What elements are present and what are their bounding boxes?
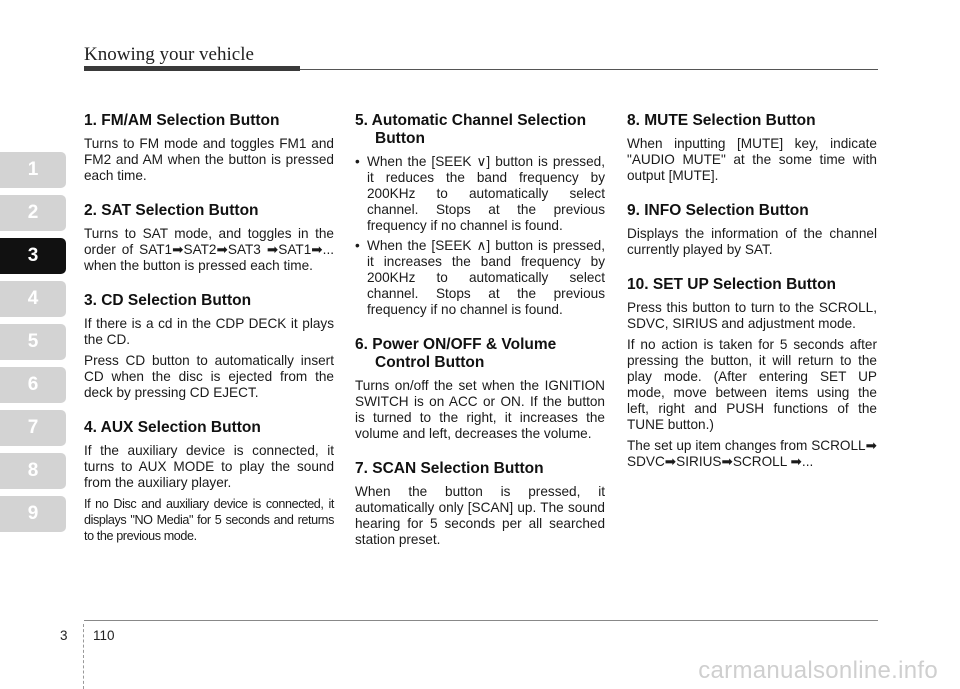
header-rule-thin	[300, 69, 878, 70]
column-left	[84, 112, 334, 562]
bullet-list	[355, 154, 605, 318]
section-mute	[627, 112, 877, 184]
section-text: When the button is pressed, it automatically only [SCAN] up. The sound hearing for 5 seconds per all searched station preset.	[355, 484, 605, 547]
list-item: • When the [SEEK ∧] button is pressed, it increases the band frequency by 200KHz to automatically select channel. Stops at the previous frequency if no channel is found.	[355, 238, 605, 318]
section-power-volume	[355, 336, 605, 442]
section-text: If no action is taken for 5 seconds after pressing the button, it will return to the play mode. (After entering SET UP mode, move between items using the left, right and PUSH functions of the TUNE button.)	[627, 337, 877, 432]
page-number-value: 110	[93, 628, 115, 643]
chapter-tab-3[interactable]: 3	[0, 238, 66, 274]
watermark: carmanualsonline.info	[698, 657, 938, 684]
chapter-number: 3	[60, 628, 68, 643]
section-text: If the auxiliary device is connected, it turns to AUX MODE to play the sound from the auxiliary player.	[84, 443, 334, 490]
chapter-tab-2[interactable]: 2	[0, 195, 66, 231]
section-text: The set up item changes from SCROLL➡ SDVC➡SIRIUS➡SCROLL ➡...	[627, 438, 877, 469]
header-rule	[84, 66, 300, 71]
section-text: If there is a cd in the CDP DECK it plays the CD.	[84, 316, 334, 347]
section-title: 5. Automatic Channel Selection Button	[355, 112, 587, 147]
section-title: 9. INFO Selection Button	[627, 202, 809, 219]
chapter-tab-7[interactable]: 7	[0, 410, 66, 446]
section-text: Press CD button to automatically insert CD when the disc is ejected from the deck by pressing CD EJECT.	[84, 353, 334, 400]
chapter-tab-1[interactable]: 1	[0, 152, 66, 188]
section-title: 8. MUTE Selection Button	[627, 112, 816, 129]
column-middle	[355, 112, 605, 566]
chapter-tab-6[interactable]: 6	[0, 367, 66, 403]
section-cd	[84, 292, 334, 401]
section-text: Turns to FM mode and toggles FM1 and FM2 and AM when the button is pressed each time.	[84, 136, 334, 183]
chapter-tab-5[interactable]: 5	[0, 324, 66, 360]
section-sat	[84, 202, 334, 274]
section-fm-am	[84, 112, 334, 184]
section-title: 4. AUX Selection Button	[84, 419, 261, 436]
chapter-tab-4[interactable]: 4	[0, 281, 66, 317]
chapter-tab-9[interactable]: 9	[0, 496, 66, 532]
section-text: Turns to SAT mode, and toggles in the order of SAT1➡SAT2➡SAT3 ➡SAT1➡... when the button is pressed each time.	[84, 226, 334, 273]
section-text: Turns on/off the set when the IGNITION SWITCH is on ACC or ON. If the button is turned to the right, it increases the volume and left, decreases the volume.	[355, 378, 605, 441]
section-auto-channel	[355, 112, 605, 318]
page-number	[60, 628, 115, 643]
section-aux	[84, 419, 334, 544]
section-scan	[355, 460, 605, 548]
section-text: Displays the information of the channel currently played by SAT.	[627, 226, 877, 257]
column-right	[627, 112, 877, 488]
list-item: • When the [SEEK ∨] button is pressed, it reduces the band frequency by 200KHz to automatically select channel. Stops at the previous frequency if no channel is found.	[355, 154, 605, 234]
section-text: Press this button to turn to the SCROLL, SDVC, SIRIUS and adjustment mode.	[627, 300, 877, 331]
section-setup	[627, 276, 877, 470]
section-title: 7. SCAN Selection Button	[355, 460, 544, 477]
section-info	[627, 202, 877, 258]
chapter-tabs	[0, 152, 66, 539]
section-title: 6. Power ON/OFF & Volume Control Button	[355, 336, 557, 371]
header-title: Knowing your vehicle	[84, 44, 254, 65]
section-title: 2. SAT Selection Button	[84, 202, 259, 219]
section-title: 3. CD Selection Button	[84, 292, 252, 309]
section-title: 10. SET UP Selection Button	[627, 276, 837, 293]
section-title: 1. FM/AM Selection Button	[84, 112, 280, 129]
section-text: If no Disc and auxiliary device is connected, it displays "NO Media" for 5 seconds and returns to the previous mode.	[84, 497, 334, 543]
section-text: When inputting [MUTE] key, indicate "AUDIO MUTE" at the some time with output [MUTE].	[627, 136, 877, 183]
footer-rule	[84, 620, 878, 621]
chapter-tab-8[interactable]: 8	[0, 453, 66, 489]
